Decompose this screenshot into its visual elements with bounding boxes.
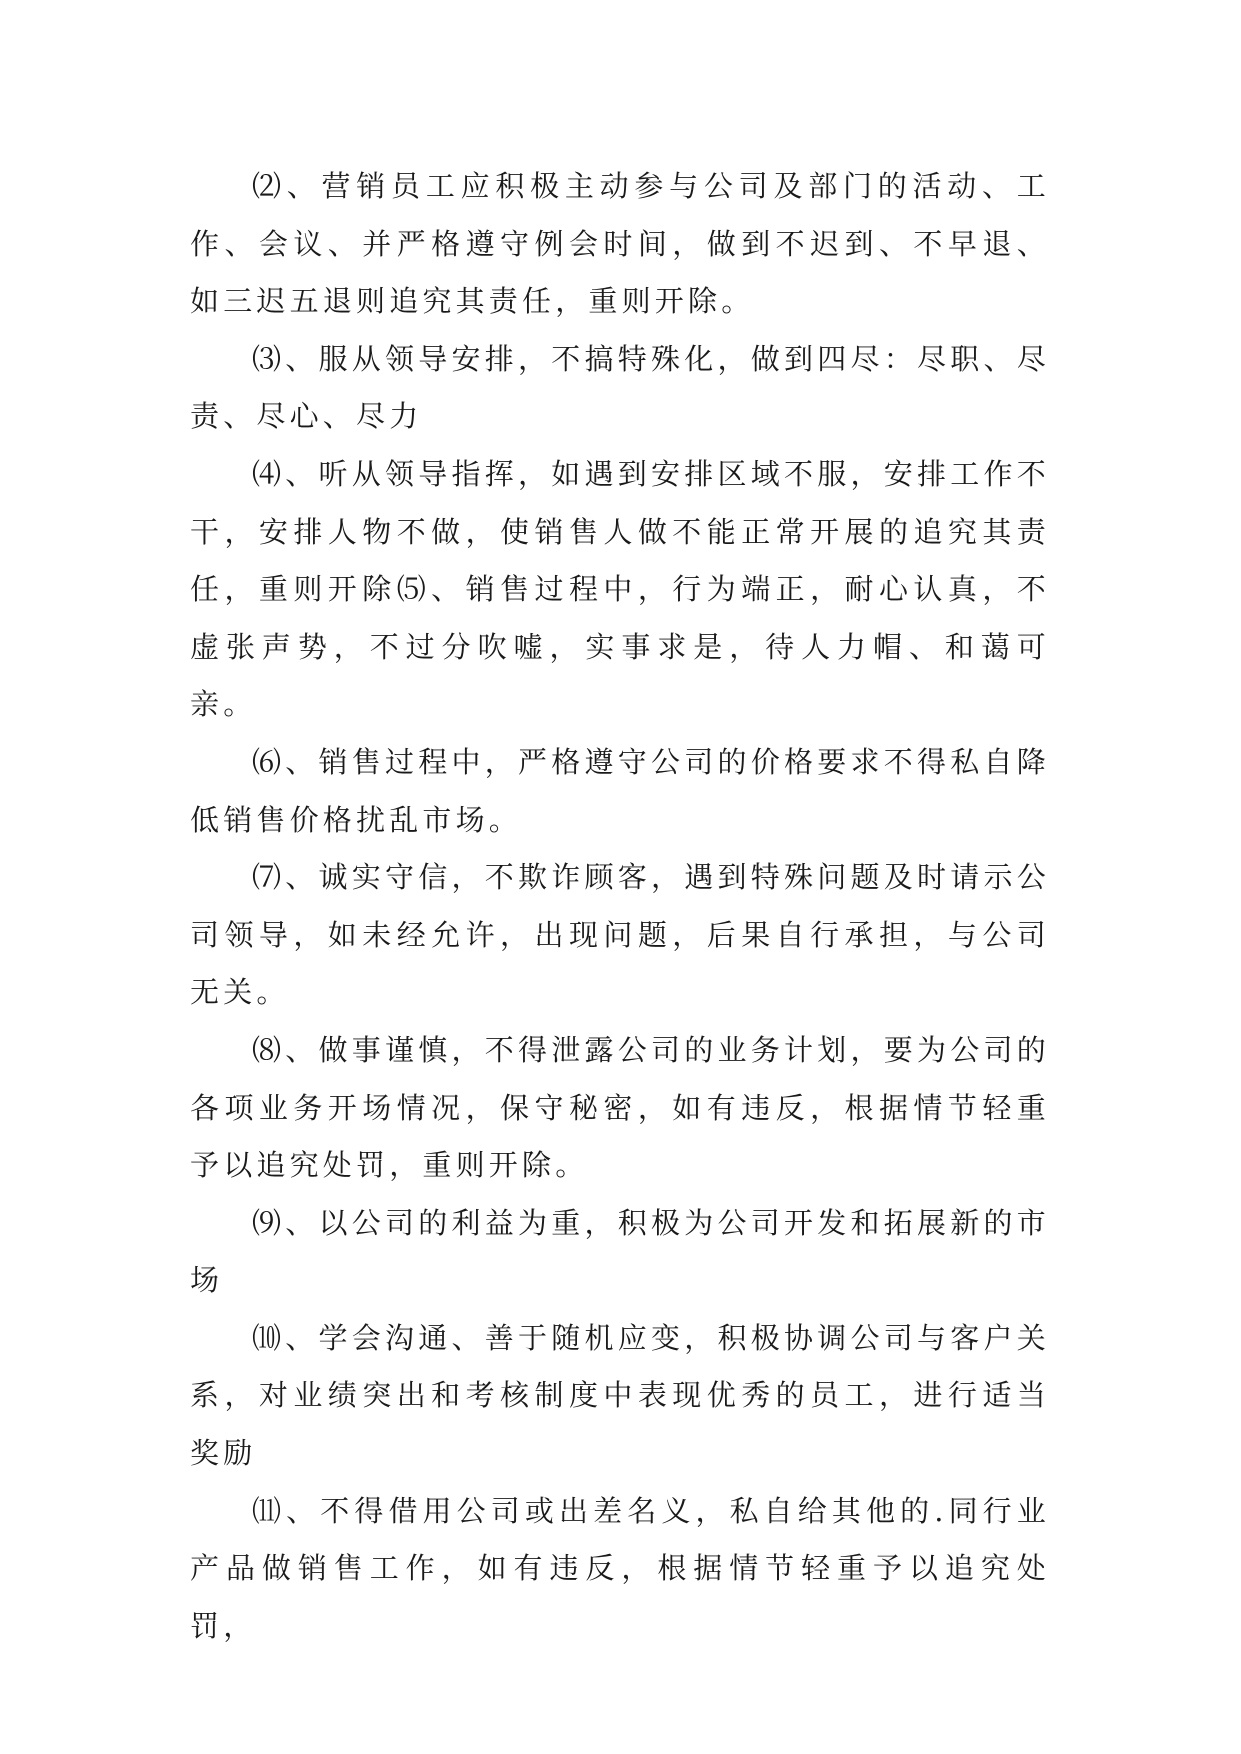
paragraph-11: ⑾、不得借用公司或出差名义，私自给其他的.同行业产品做销售工作，如有违反，根据情节轻重予以追究处罚， (190, 1493, 1050, 1643)
paragraph-9: ⑼、以公司的利益为重，积极为公司开发和拓展新的市场 (190, 1205, 1050, 1298)
document-body (190, 158, 1050, 1655)
paragraph-2: ⑵、营销员工应积极主动参与公司及部门的活动、工作、会议、并严格遵守例会时间，做到不迟到、不早退、如三迟五退则追究其责任，重则开除。 (190, 169, 1050, 319)
paragraph-7: ⑺、诚实守信，不欺诈顾客，遇到特殊问题及时请示公司领导，如未经允许，出现问题，后果自行承担，与公司无关。 (190, 860, 1050, 1010)
paragraph-3: ⑶、服从领导安排，不搞特殊化，做到四尽：尽职、尽责、尽心、尽力 (190, 341, 1050, 434)
paragraph-8: ⑻、做事谨慎，不得泄露公司的业务计划，要为公司的各项业务开场情况，保守秘密，如有违反，根据情节轻重予以追究处罚，重则开除。 (190, 1032, 1050, 1183)
paragraph-6: ⑹、销售过程中，严格遵守公司的价格要求不得私自降低销售价格扰乱市场。 (190, 744, 1050, 837)
paragraph-4-5: ⑷、听从领导指挥，如遇到安排区域不服，安排工作不干，安排人物不做，使销售人做不能正常开展的追究其责任，重则开除⑸、销售过程中，行为端正，耐心认真，不虚张声势，不过分吹嘘，实事求是，待人力帽、和蔼可亲。 (190, 456, 1050, 722)
paragraph-10: ⑽、学会沟通、善于随机应变，积极协调公司与客户关系，对业绩突出和考核制度中表现优秀的员工，进行适当奖励 (190, 1320, 1050, 1471)
